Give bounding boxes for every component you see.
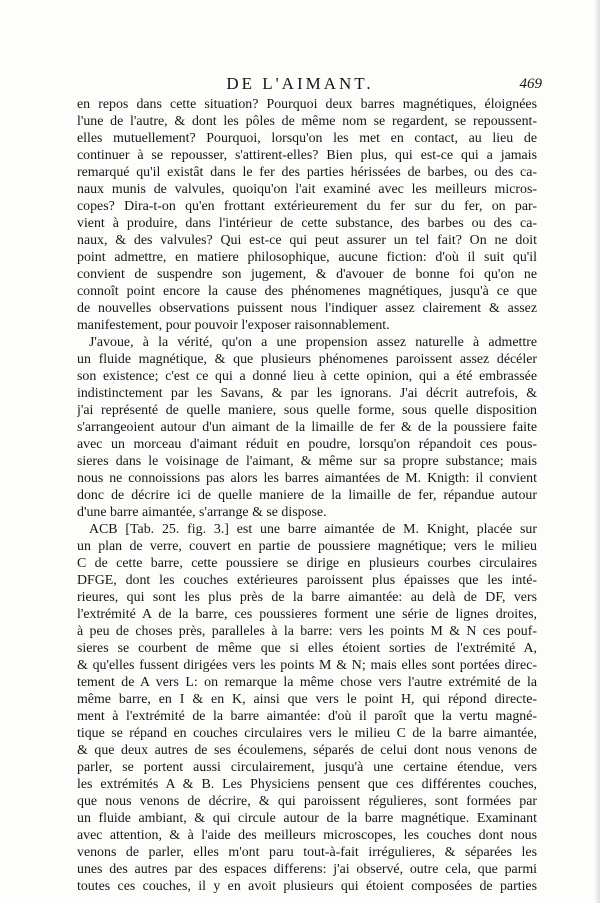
text-line: copes? Dira-t-on qu'en frottant extérieurement du fer sur du fer, on par- bbox=[77, 199, 537, 214]
text-line: tique se répand en couches circulaires vers le milieu C de la barre aimantée, bbox=[77, 726, 537, 741]
text-line: naux, & des valvules? Qui est-ce qui peut assurer un tel fait? On ne doit bbox=[77, 233, 537, 248]
text-line: un fluide ambiant, & qui circule autour de la barre magnétique. Examinant bbox=[77, 811, 537, 826]
running-title: DE L'AIMANT. bbox=[226, 74, 374, 93]
text-line: vient à produire, dans l'intérieur de cette substance, des barbes ou des ca- bbox=[77, 216, 537, 231]
text-line: indistinctement par les Savans, & par les ignorans. J'ai décrit autrefois, & bbox=[77, 386, 537, 401]
text-line: j'ai représenté de quelle maniere, sous quelle forme, sous quelle disposition bbox=[77, 403, 537, 418]
text-line: remarqué qu'il existât dans le fer des parties hérissées de barbes, ou des ca- bbox=[77, 165, 537, 180]
text-line: même barre, en I & en K, ainsi que vers le point H, qui répond directe- bbox=[77, 692, 537, 707]
text-line: C de cette barre, cette poussiere se dirige en plusieurs courbes circulaires bbox=[77, 556, 537, 571]
text-line: venons de parler, elles m'ont paru tout-à-fait irrégulieres, & séparées les bbox=[77, 845, 537, 860]
text-line: nous ne connoissions pas alors les barres aimantées de M. Knigth: il convient bbox=[77, 471, 537, 486]
text-line: continuer à se repousser, s'attirent-elles? Bien plus, qui est-ce qui a jamais bbox=[77, 148, 537, 163]
page-edge-shadow bbox=[594, 0, 600, 903]
text-line: que nous venons de décrire, & qui paroissent régulieres, sont formées par bbox=[77, 794, 537, 809]
text-line: d'une barre aimantée, s'arrange & se dispose. bbox=[77, 505, 327, 520]
text-line: naux munis de valvules, quoiqu'on l'ait examiné avec les meilleurs micros- bbox=[77, 182, 537, 197]
text-line: s'arrangeoient autour d'un aimant de la limaille de fer & de la poussiere faite bbox=[77, 420, 537, 435]
text-line: rieures, qui sont les plus près de la barre aimantée: au delà de DF, vers bbox=[77, 590, 537, 605]
text-line: point admettre, en matiere philosophique, aucune fiction: d'où il suit qu'il bbox=[77, 250, 537, 265]
text-body bbox=[77, 96, 537, 895]
text-line: de nouvelles observations puissent nous l'indiquer assez clairement & assez bbox=[77, 301, 537, 316]
text-line: donc de décrire ici de quelle maniere de la limaille de fer, répandue autour bbox=[77, 488, 537, 503]
text-line: toutes ces couches, il y en avoit plusieurs qui étoient composées de parties bbox=[77, 879, 537, 894]
page-number: 469 bbox=[519, 76, 542, 92]
text-line: avec attention, & à l'aide des meilleurs microscopes, les couches dont nous bbox=[77, 828, 537, 843]
text-line: un fluide magnétique, & que plusieurs phénomenes paroissent assez décéler bbox=[77, 352, 537, 367]
text-line: tement de A vers L: on remarque la même chose vers l'autre extrémité de la bbox=[77, 675, 537, 690]
text-line: avec un morceau d'aimant réduit en poudre, lorsqu'on répandoit ces pous- bbox=[77, 437, 537, 452]
text-line: son existence; c'est ce qui a donné lieu à cette opinion, qui a été embrassée bbox=[77, 369, 537, 384]
text-line: sieres dans le voisinage de l'aimant, & même sur sa propre substance; mais bbox=[77, 454, 537, 469]
text-line: parler, se portent aussi circulairement, jusqu'à une certaine étendue, vers bbox=[77, 760, 537, 775]
text-line: manifestement, pour pouvoir l'exposer raisonnablement. bbox=[77, 318, 390, 333]
text-line: sieres se courbent de même que si elles étoient sorties de l'extrémité A, bbox=[77, 641, 537, 656]
text-line: J'avoue, à la vérité, qu'on a une propension assez naturelle à admettre bbox=[89, 335, 537, 350]
text-line: en repos dans cette situation? Pourquoi deux barres magnétiques, éloignées bbox=[77, 97, 537, 112]
text-line: & que deux autres de ses écoulemens, séparés de celui dont nous venons de bbox=[77, 743, 537, 758]
text-line: elles mutuellement? Pourquoi, lorsqu'on les met en contact, au lieu de bbox=[77, 131, 537, 146]
text-line: ACB [Tab. 25. fig. 3.] est une barre aimantée de M. Knight, placée sur bbox=[89, 522, 537, 537]
text-line: l'extrémité A de la barre, ces poussieres forment une série de lignes droites, bbox=[77, 607, 537, 622]
text-line: un plan de verre, couvert en partie de poussiere magnétique; vers le milieu bbox=[77, 539, 537, 554]
text-line: DFGE, dont les couches extérieures paroissent plus épaisses que les inté- bbox=[77, 573, 537, 588]
text-line: l'une de l'autre, & dont les pôles de même nom se regardent, se repoussent- bbox=[77, 114, 537, 129]
text-line: connoît point encore la cause des phénomenes magnétiques, jusqu'à ce que bbox=[77, 284, 537, 299]
text-line: unes des autres par des espaces differens: j'ai observé, outre cela, que parmi bbox=[77, 862, 537, 877]
text-line: & qu'elles fussent dirigées vers les points M & N; mais elles sont portées direc- bbox=[77, 658, 537, 673]
text-line: convient de suspendre son jugement, & d'avouer de bonne foi qu'on ne bbox=[77, 267, 537, 282]
running-header bbox=[0, 74, 600, 98]
text-line: ment à l'extrémité de la barre aimantée: d'où il paroît que la vertu magné- bbox=[77, 709, 537, 724]
text-line: les extrémités A & B. Les Physiciens pensent que ces différentes couches, bbox=[77, 777, 537, 792]
text-line: à peu de choses près, paralleles à la barre: vers les points M & N ces pouf- bbox=[77, 624, 537, 639]
